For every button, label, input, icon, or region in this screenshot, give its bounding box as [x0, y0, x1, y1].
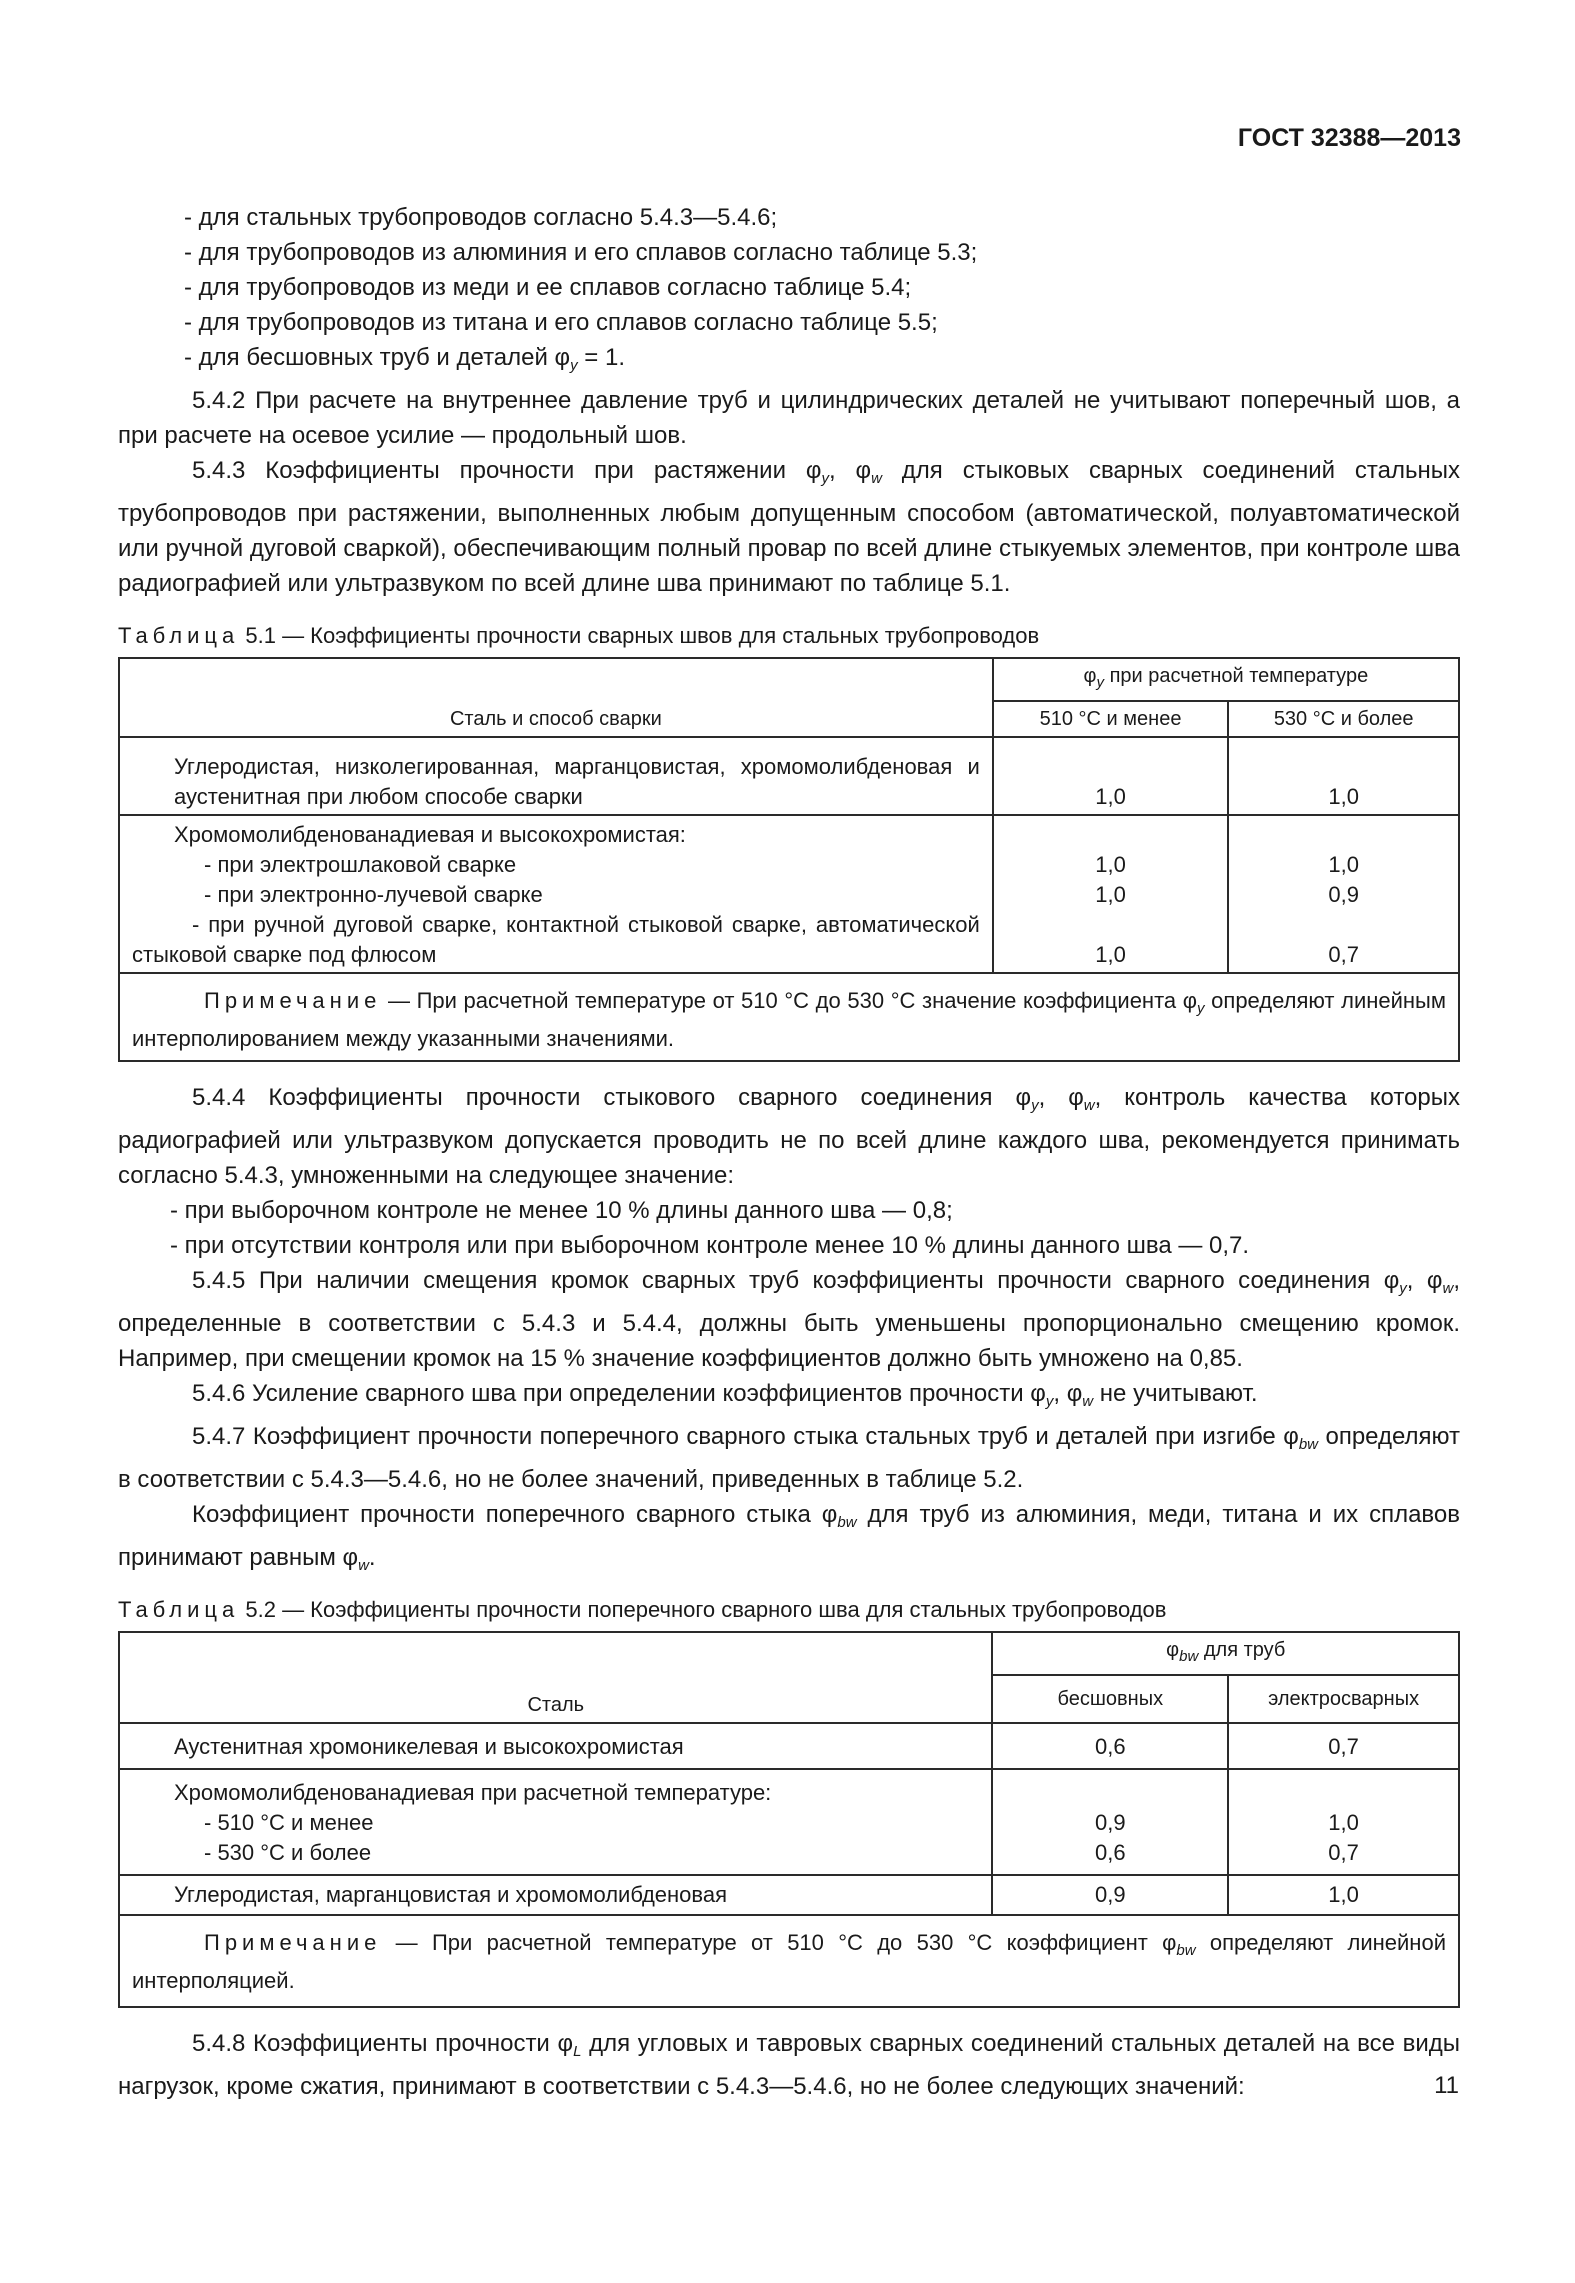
paragraph-5-4-5: 5.4.5 При наличии смещения кромок сварных труб коэффициенты прочности сварного соединения $\varphi_y$, $\varphi_w$, определенные в соответствии с 5.4.3 и 5.4.4, должны быть уменьшены пропорционально смещению кромок. Например, при смещении кромок на 15 % значение коэффициентов должно быть умножено на 0,85. [118, 1267, 1460, 1372]
table-5-1 [118, 657, 1460, 1062]
list-item: - для трубопроводов из алюминия и его сплавов согласно таблице 5.3; [184, 239, 978, 266]
list-item: - для трубопроводов из меди и ее сплавов согласно таблице 5.4; [184, 274, 912, 301]
table-note: Примечание — При расчетной температуре от 510 °С до 530 °С коэффициент $\varphi_{bw}$ определяют линейной интерполяцией. [119, 1915, 1459, 2007]
table-row [119, 1875, 1459, 1915]
table-row [119, 1769, 1459, 1875]
table-cell: Хромомолибденованадиевая и высокохромистая: - при электрошлаковой сварке - при электронно-лучевой сварке - при ручной дуговой сварке, контактной стыковой сварке, автоматической стыковой сварке под флюсом [119, 815, 993, 973]
paragraph-5-4-3: 5.4.3 Коэффициенты прочности при растяжении $\varphi_y$, $\varphi_w$ для стыковых сварных соединений стальных трубопроводов при растяжении, выполненных любым допущенным способом (автоматической, полуавтоматической или ручной дуговой сваркой), обеспечивающим полный провар по всей длине стыкуемых элементов, при контроле шва радиографией или ультразвуком по всей длине шва принимают по таблице 5.1. [118, 457, 1460, 597]
table-cell: Хромомолибденованадиевая при расчетной температуре: - 510 °С и менее - 530 °С и более [119, 1769, 992, 1875]
paragraph-5-4-6: 5.4.6 Усиление сварного шва при определении коэффициентов прочности $\varphi_y$, $\varphi_w$ не учитывают. [192, 1380, 1258, 1410]
table-cell: Углеродистая, марганцовистая и хромомолибденовая [119, 1875, 992, 1915]
page-number: 11 [1434, 2072, 1459, 2099]
table-5-2-caption: Таблица 5.2 — Коэффициенты прочности поперечного сварного шва для стальных трубопроводов [118, 1597, 1167, 1622]
table-cell: 1,0 1,0 1,0 [993, 815, 1229, 973]
document-id: ГОСТ 32388—2013 [1237, 124, 1461, 152]
table-header-steel: Сталь [119, 1632, 992, 1723]
table-cell: 0,9 [992, 1875, 1228, 1915]
list-item: - для бесшовных труб и деталей $\varphi_y = 1$. [184, 344, 625, 374]
table-row [119, 1723, 1459, 1769]
table-cell: 0,7 [1228, 1723, 1459, 1769]
table-note-row [119, 973, 1459, 1061]
paragraph-5-4-7: 5.4.7 Коэффициент прочности поперечного сварного стыка стальных труб и деталей при изгибе $\varphi_{bw}$ определяют в соответствии с 5.4.3—5.4.6, но не более значений, приведенных в таблице 5.2. [118, 1423, 1461, 1493]
table-cell: Углеродистая, низколегированная, марганцовистая, хромомолибденовая и аустенитная при любом способе сварки [119, 737, 993, 815]
table-row [119, 815, 1459, 973]
table-cell: 0,9 0,6 [992, 1769, 1228, 1875]
table-row [119, 737, 1459, 815]
table-note-row [119, 1915, 1459, 2007]
table-cell: 1,0 [1228, 737, 1459, 815]
paragraph-5-4-8: 5.4.8 Коэффициенты прочности $\varphi_L$ для угловых и тавровых сварных соединений стальных деталей на все виды нагрузок, кроме сжатия, принимают в соответствии с 5.4.3—5.4.6, но не более следующих значений: [118, 2030, 1460, 2100]
table-header-col3: 530 °С и более [1228, 701, 1459, 737]
table-cell: Аустенитная хромоникелевая и высокохромистая [119, 1723, 992, 1769]
page-body [118, 200, 1460, 2104]
table-header-col3: электросварных [1228, 1675, 1459, 1723]
table-cell: 1,0 [1228, 1875, 1459, 1915]
table-cell: 1,0 [993, 737, 1229, 815]
paragraph-5-4-7-b: Коэффициент прочности поперечного сварного стыка $\varphi_{bw}$ для труб из алюминия, меди, титана и их сплавов принимают равным $\varphi_w$. [118, 1501, 1461, 1574]
table-note: Примечание — При расчетной температуре от 510 °С до 530 °С значение коэффициента $\varphi_y$ определяют линейным интерполированием между указанными значениями. [119, 973, 1459, 1061]
table-header-steel: Сталь и способ сварки [119, 658, 993, 737]
table-5-2 [118, 1631, 1460, 2008]
table-cell: 1,0 0,9 0,7 [1228, 815, 1459, 973]
table-cell: 1,0 0,7 [1228, 1769, 1459, 1875]
list-item: - при выборочном контроле не менее 10 % длины данного шва — 0,8; [170, 1197, 953, 1224]
table-header-coefficient: $\varphi_{bw}$ для труб [992, 1632, 1459, 1675]
list-item: - для трубопроводов из титана и его сплавов согласно таблице 5.5; [184, 309, 938, 336]
table-header-coefficient: $\varphi_y$ при расчетной температуре [993, 658, 1459, 701]
list-item: - при отсутствии контроля или при выборочном контроле менее 10 % длины данного шва — 0,7. [170, 1232, 1250, 1259]
table-header-col2: 510 °С и менее [993, 701, 1229, 737]
table-5-1-caption: Таблица 5.1 — Коэффициенты прочности сварных швов для стальных трубопроводов [118, 623, 1040, 648]
table-header-col2: бесшовных [992, 1675, 1228, 1723]
table-cell: 0,6 [992, 1723, 1228, 1769]
list-item: - для стальных трубопроводов согласно 5.4.3—5.4.6; [184, 204, 778, 231]
paragraph-5-4-2: 5.4.2 При расчете на внутреннее давление труб и цилиндрических деталей не учитывают поперечный шов, а при расчете на осевое усилие — продольный шов. [118, 387, 1460, 449]
paragraph-5-4-4: 5.4.4 Коэффициенты прочности стыкового сварного соединения $\varphi_y$, $\varphi_w$, контроль качества которых радиографией или ультразвуком допускается проводить не по всей длине каждого шва, рекомендуется принимать согласно 5.4.3, умноженными на следующее значение: [118, 1084, 1460, 1189]
